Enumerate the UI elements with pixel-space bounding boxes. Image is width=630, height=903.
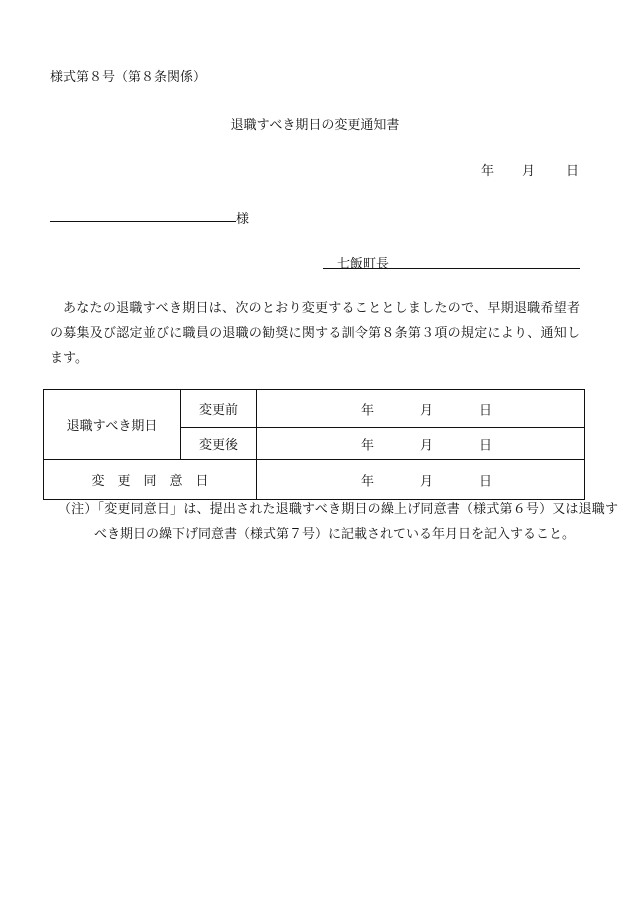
- before-month-label: 月: [420, 403, 434, 418]
- after-change-date: [257, 428, 585, 460]
- before-year-label: 年: [361, 403, 375, 418]
- table-row-before: [44, 390, 585, 428]
- after-year-label: 年: [361, 438, 375, 453]
- footnote: （注）「変更同意日」は、提出された退職すべき期日の繰上げ同意書（様式第６号）又は退職すべき期日の繰下げ同意書（様式第７号）に記載されている年月日を記入すること。: [58, 502, 618, 542]
- addressee-honorific: 様: [236, 212, 250, 227]
- after-day-label: 日: [479, 438, 493, 453]
- before-day-label: 日: [479, 403, 493, 418]
- notification-body: あなたの退職すべき期日は、次のとおり変更することとしましたので、早期退職希望者の募集及び認定並びに職員の退職の勧奨に関する訓令第８条第３項の規定により、通知します。: [50, 301, 580, 366]
- issue-date-day-label: 日: [566, 164, 580, 179]
- after-month-label: 月: [420, 438, 434, 453]
- agreement-date: [257, 460, 585, 500]
- form-number-label: 様式第８号（第８条関係）: [50, 70, 207, 85]
- retirement-date-header: 退職すべき期日: [44, 390, 181, 460]
- after-change-label: 変更後: [181, 428, 257, 460]
- addressee-blank-line: [50, 221, 236, 222]
- table-row-agreement: [44, 460, 585, 500]
- issue-date-year-label: 年: [481, 164, 495, 179]
- sender-name: 七飯町長: [337, 257, 390, 272]
- before-change-date: [257, 390, 585, 428]
- date-change-table: [43, 389, 585, 500]
- agreement-date-label: 変 更 同 意 日: [44, 460, 257, 500]
- agreement-day-label: 日: [479, 474, 493, 489]
- agreement-month-label: 月: [420, 474, 434, 489]
- document-title: 退職すべき期日の変更通知書: [230, 118, 400, 133]
- before-change-label: 変更前: [181, 390, 257, 428]
- issue-date-month-label: 月: [522, 164, 536, 179]
- agreement-year-label: 年: [361, 474, 375, 489]
